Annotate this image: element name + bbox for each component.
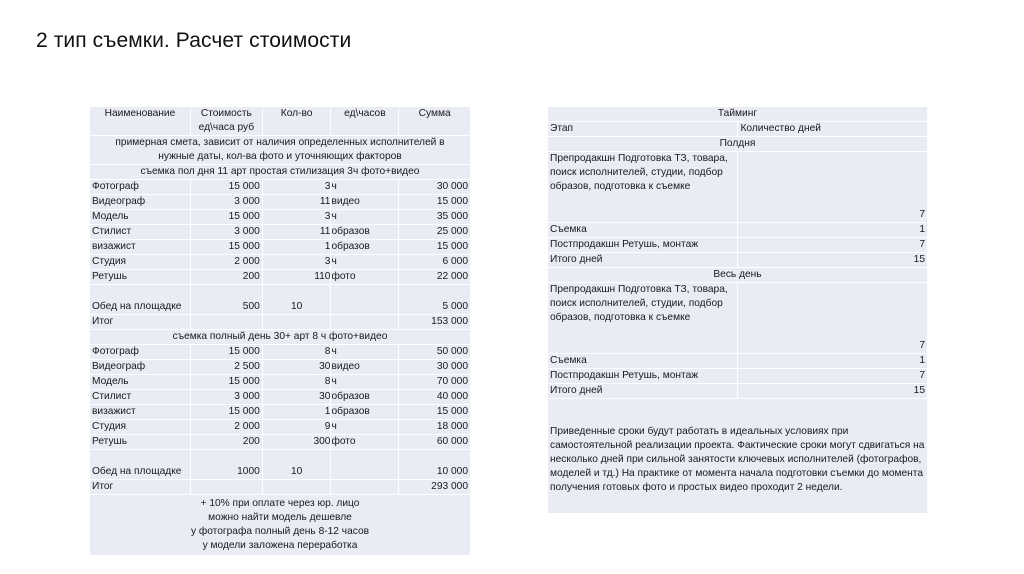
table-row	[90, 405, 471, 420]
stage: Постпродакшн Ретушь, монтаж	[548, 238, 738, 253]
days: 15	[738, 253, 928, 268]
row-sum: 15 000	[399, 405, 471, 420]
row-price: 15 000	[190, 180, 262, 195]
timing-row	[548, 354, 928, 369]
table-row	[90, 375, 471, 390]
stage: Итого дней	[548, 253, 738, 268]
days: 7	[738, 283, 928, 354]
stage: Постпродакшн Ретушь, монтаж	[548, 369, 738, 384]
table-row	[90, 210, 471, 225]
header-unit: ед\часов	[331, 107, 399, 136]
timing-row	[548, 152, 928, 223]
row-price: 200	[190, 435, 262, 450]
row-qty: 11	[262, 195, 331, 210]
row-price: 3 000	[190, 225, 262, 240]
row-unit: фото	[331, 270, 399, 285]
row-unit: ч	[331, 375, 399, 390]
row-sum: 40 000	[399, 390, 471, 405]
row-unit: образов	[331, 405, 399, 420]
table-row	[90, 345, 471, 360]
row-price: 2 000	[190, 420, 262, 435]
row-name: Ретушь	[90, 435, 191, 450]
footnote: + 10% при оплате через юр. лицо	[200, 498, 360, 509]
days: 1	[738, 354, 928, 369]
timing-total-row	[548, 384, 928, 399]
row-name: Студия	[90, 255, 191, 270]
header-stage: Этап	[548, 122, 738, 137]
header-name: Наименование	[90, 107, 191, 136]
timing-total-row	[548, 253, 928, 268]
row-price: 3 000	[190, 390, 262, 405]
row-unit: видео	[331, 195, 399, 210]
row-qty: 9	[262, 420, 331, 435]
row-unit	[331, 450, 399, 480]
stage: Итого дней	[548, 384, 738, 399]
table-row	[90, 270, 471, 285]
table-row	[90, 360, 471, 375]
cost-table	[89, 106, 471, 556]
row-name: Обед на площадке	[90, 285, 191, 315]
row-price: 2 000	[190, 255, 262, 270]
timing-notes: Приведенные сроки будут работать в идеальных условиях при самостоятельной реализации проекта. Фактические сроки могут сдвигаться на несколько дней при сильной занятости ключевых исполнителей (фотографов, моделей и тд.) На практике от момента начала подготовки съемки до момента получения готовых фото и простых видео проходит 2 недели.	[548, 399, 928, 514]
total-value: 153 000	[399, 315, 471, 330]
row-name: Видеограф	[90, 195, 191, 210]
footnote: у фотографа полный день 8-12 часов	[190, 526, 370, 537]
row-sum: 70 000	[399, 375, 471, 390]
row-unit: видео	[331, 360, 399, 375]
timing-title: Тайминг	[548, 107, 928, 122]
row-name: Обед на площадке	[90, 450, 191, 480]
timing-table	[547, 106, 928, 514]
row-name: Фотограф	[90, 180, 191, 195]
row-sum: 10 000	[399, 450, 471, 480]
timing-row	[548, 283, 928, 354]
row-price: 15 000	[190, 375, 262, 390]
row-unit: ч	[331, 210, 399, 225]
footnote: можно найти модель дешевле	[208, 512, 352, 523]
table-row	[90, 240, 471, 255]
total-label: Итог	[90, 480, 191, 495]
row-price: 500	[190, 285, 262, 315]
row-name: Стилист	[90, 225, 191, 240]
row-sum: 18 000	[399, 420, 471, 435]
row-sum: 6 000	[399, 255, 471, 270]
row-price: 200	[190, 270, 262, 285]
row-unit: ч	[331, 420, 399, 435]
row-qty: 300	[262, 435, 331, 450]
header-sum: Сумма	[399, 107, 471, 136]
row-unit: образов	[331, 225, 399, 240]
header-price: Стоимость ед\часа руб	[190, 107, 262, 136]
row-qty: 30	[262, 360, 331, 375]
row-qty: 3	[262, 255, 331, 270]
row-qty: 30	[262, 390, 331, 405]
row-sum: 35 000	[399, 210, 471, 225]
row-unit: ч	[331, 180, 399, 195]
row-sum: 15 000	[399, 195, 471, 210]
row-name: Модель	[90, 375, 191, 390]
row-name: Модель	[90, 210, 191, 225]
row-name: Студия	[90, 420, 191, 435]
table-row	[90, 435, 471, 450]
row-price: 15 000	[190, 405, 262, 420]
row-qty: 3	[262, 210, 331, 225]
footnotes-row	[90, 495, 471, 556]
row-sum: 15 000	[399, 240, 471, 255]
table-row	[90, 225, 471, 240]
table-row	[90, 180, 471, 195]
row-sum: 30 000	[399, 360, 471, 375]
row-price: 3 000	[190, 195, 262, 210]
table-row	[90, 255, 471, 270]
row-sum: 30 000	[399, 180, 471, 195]
cost-header-row	[90, 107, 471, 136]
stage: Съемка	[548, 354, 738, 369]
timing-notes-row	[548, 399, 928, 514]
row-sum: 50 000	[399, 345, 471, 360]
row-qty: 110	[262, 270, 331, 285]
days: 15	[738, 384, 928, 399]
section-title: съемка полный день 30+ арт 8 ч фото+видео	[90, 330, 471, 345]
row-name: Фотограф	[90, 345, 191, 360]
section-title: съемка пол дня 11 арт простая стилизация 3ч фото+видео	[90, 165, 471, 180]
row-qty: 10	[262, 285, 331, 315]
row-sum: 60 000	[399, 435, 471, 450]
header-qty: Кол-во	[262, 107, 331, 136]
total-row	[90, 315, 471, 330]
days: 7	[738, 152, 928, 223]
row-qty: 3	[262, 180, 331, 195]
days: 7	[738, 238, 928, 253]
row-qty: 8	[262, 375, 331, 390]
stage: Препродакшн Подготовка ТЗ, товара, поиск исполнителей, студии, подбор образов, подготовка к съемке	[548, 152, 738, 223]
row-name: Стилист	[90, 390, 191, 405]
row-unit: образов	[331, 240, 399, 255]
days: 1	[738, 223, 928, 238]
row-name: Видеограф	[90, 360, 191, 375]
row-price: 15 000	[190, 345, 262, 360]
stage: Съемка	[548, 223, 738, 238]
row-unit	[331, 285, 399, 315]
row-qty: 1	[262, 240, 331, 255]
row-qty: 10	[262, 450, 331, 480]
row-price: 15 000	[190, 210, 262, 225]
total-row	[90, 480, 471, 495]
table-row	[90, 285, 471, 315]
timing-row	[548, 238, 928, 253]
row-sum: 22 000	[399, 270, 471, 285]
stage: Препродакшн Подготовка ТЗ, товара, поиск исполнителей, студии, подбор образов, подготовка к съемке	[548, 283, 738, 354]
total-value: 293 000	[399, 480, 471, 495]
row-price: 15 000	[190, 240, 262, 255]
section-title: Весь день	[548, 268, 928, 283]
timing-row	[548, 369, 928, 384]
footnote: у модели заложена переработка	[202, 540, 358, 551]
timing-row	[548, 223, 928, 238]
row-unit: ч	[331, 345, 399, 360]
header-days: Количество дней	[738, 122, 928, 137]
table-row	[90, 450, 471, 480]
row-unit: ч	[331, 255, 399, 270]
row-unit: образов	[331, 390, 399, 405]
row-name: Ретушь	[90, 270, 191, 285]
timing-header-row	[548, 122, 928, 137]
row-unit: фото	[331, 435, 399, 450]
row-price: 2 500	[190, 360, 262, 375]
section-title: Полдня	[548, 137, 928, 152]
table-row	[90, 195, 471, 210]
page-title: 2 тип съемки. Расчет стоимости	[36, 29, 352, 52]
row-sum: 5 000	[399, 285, 471, 315]
row-qty: 1	[262, 405, 331, 420]
total-label: Итог	[90, 315, 191, 330]
estimate-note: примерная смета, зависит от наличия определенных исполнителей в нужные даты, кол-ва фото и уточняющих факторов	[90, 136, 471, 165]
row-name: визажист	[90, 405, 191, 420]
row-sum: 25 000	[399, 225, 471, 240]
row-qty: 11	[262, 225, 331, 240]
days: 7	[738, 369, 928, 384]
table-row	[90, 390, 471, 405]
table-row	[90, 420, 471, 435]
row-name: визажист	[90, 240, 191, 255]
row-price: 1000	[190, 450, 262, 480]
row-qty: 8	[262, 345, 331, 360]
